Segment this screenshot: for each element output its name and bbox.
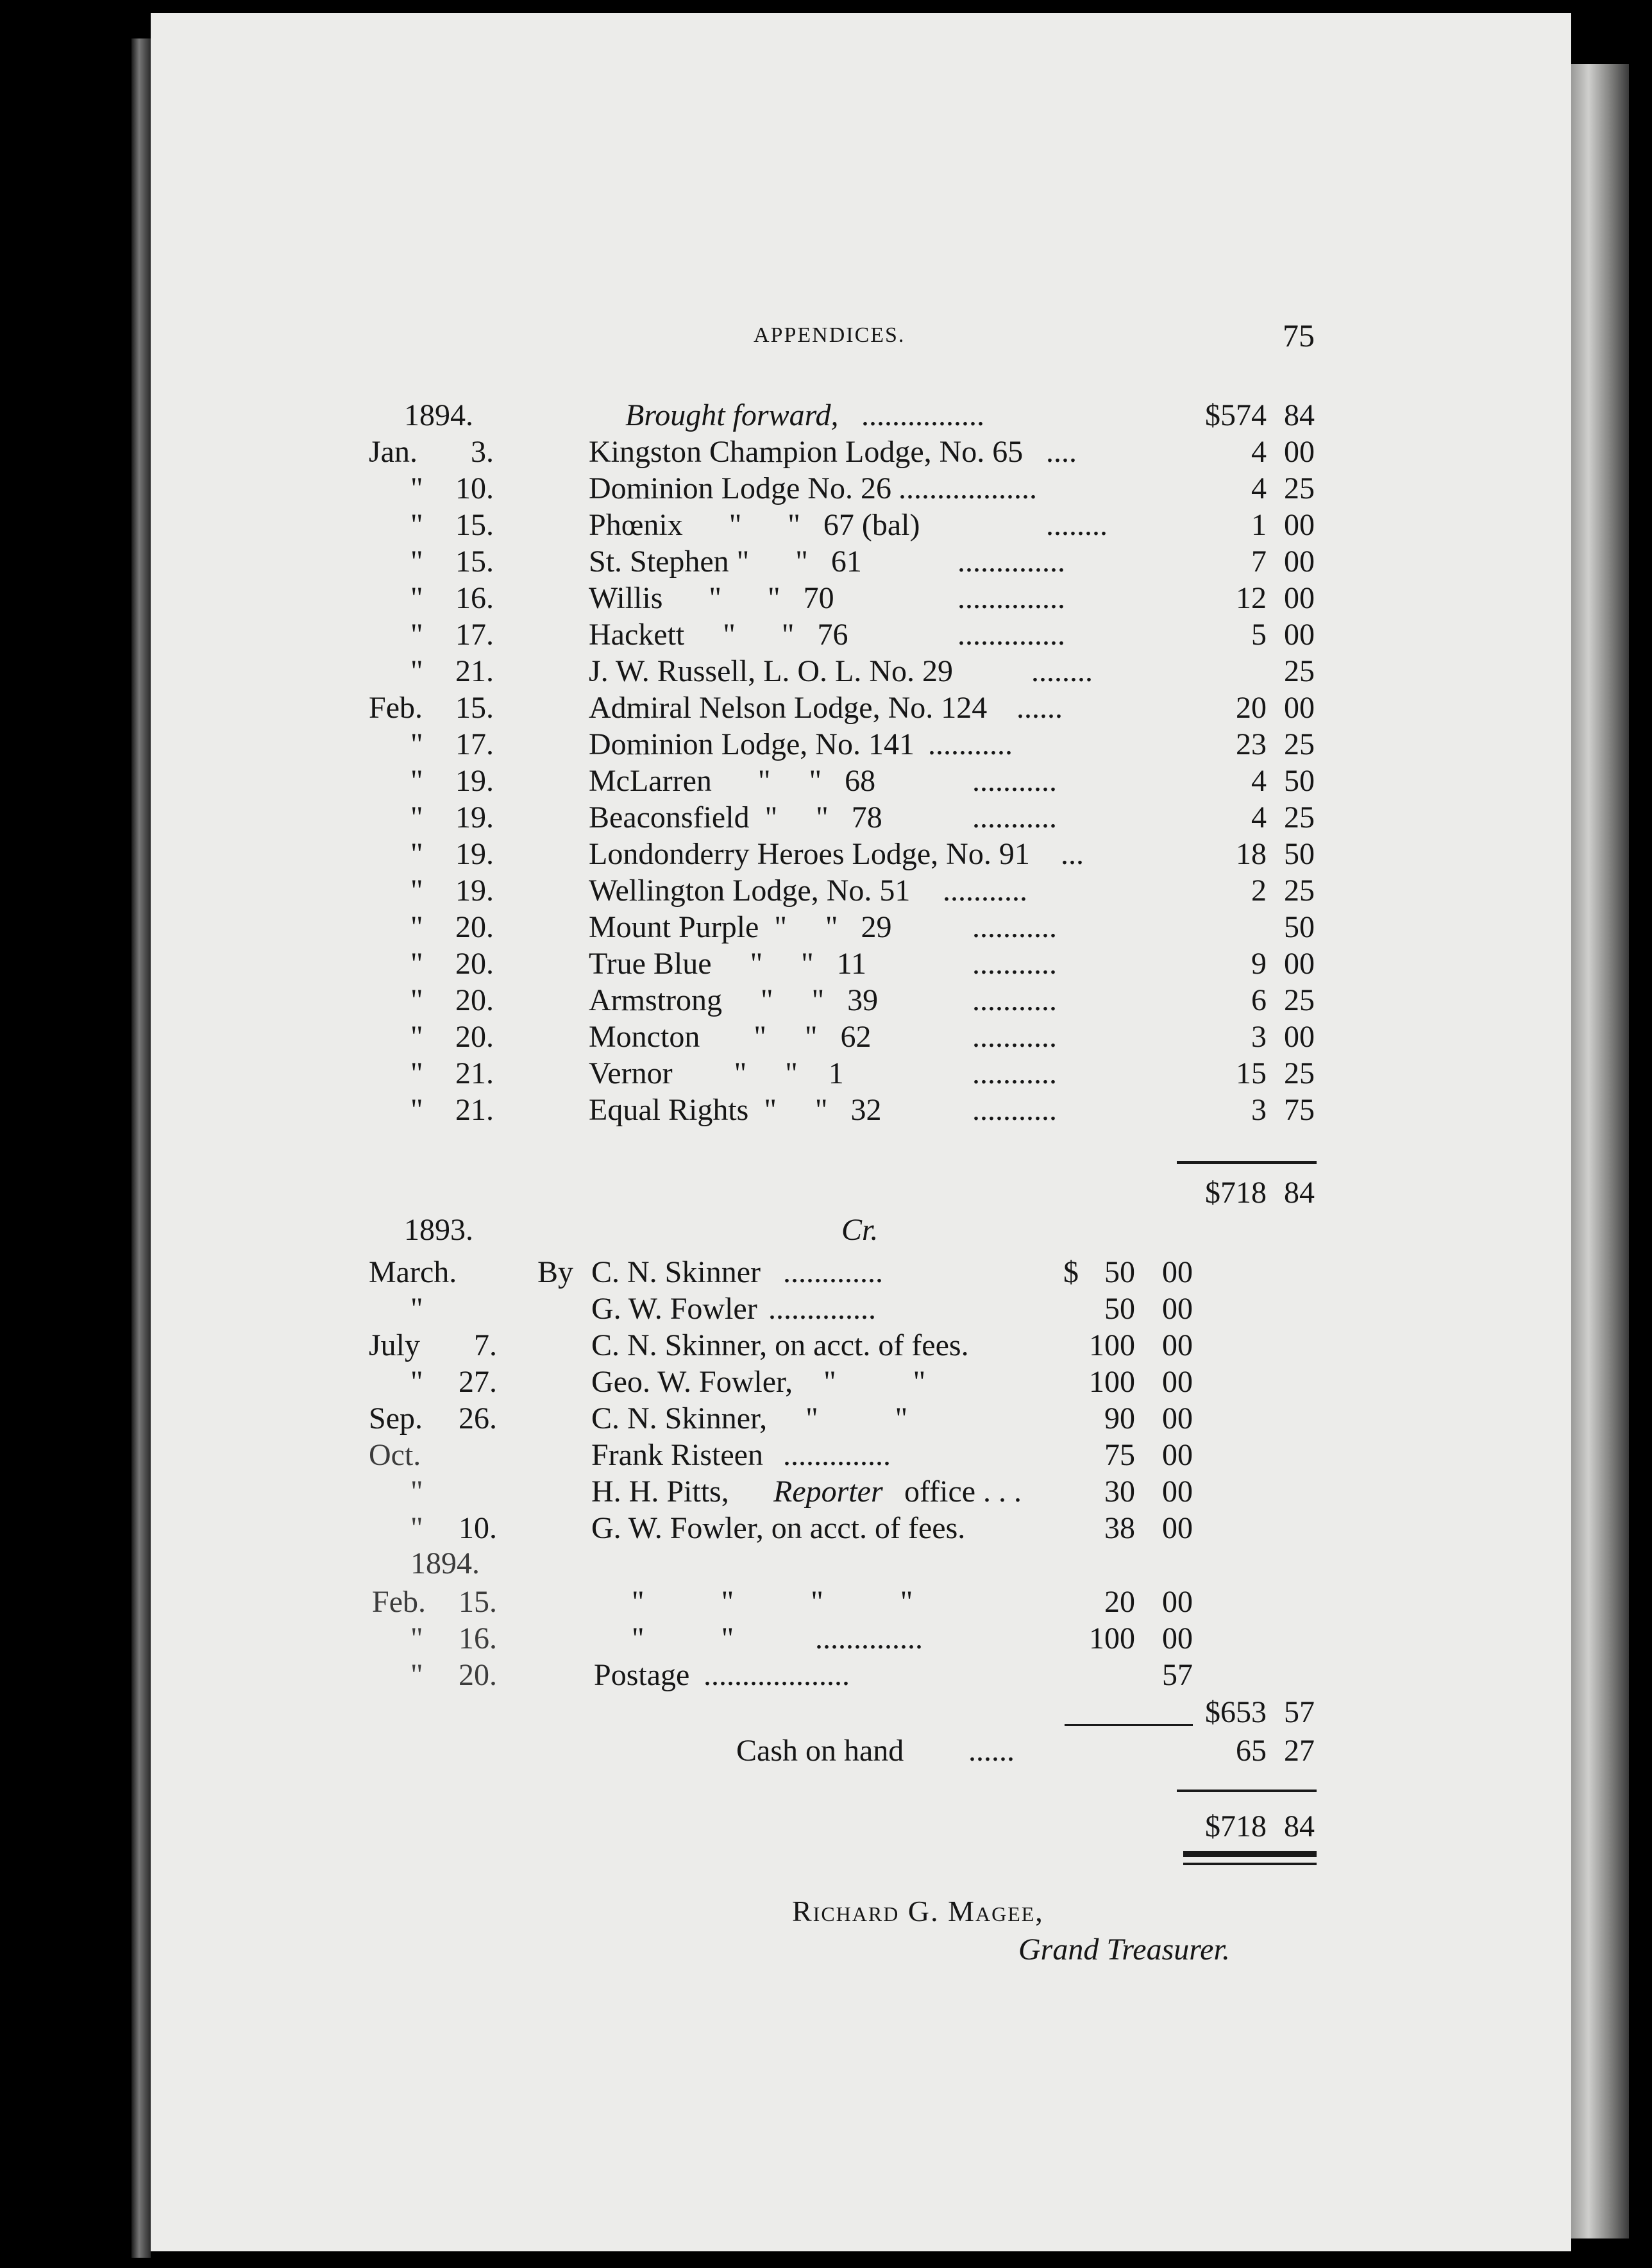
credit-subtotal-dollars: $653: [1205, 1695, 1267, 1729]
credit-row-leader: ...................: [704, 1658, 850, 1692]
row-leader: ..............: [957, 545, 1065, 579]
row-day: 19.: [455, 874, 494, 908]
row-month: ": [410, 545, 423, 579]
row-dollars: 15: [1236, 1056, 1267, 1090]
row-dollars: 7: [1251, 545, 1267, 579]
text-block: [151, 13, 1571, 2251]
row-leader: ........: [1046, 508, 1108, 542]
row-leader: ...........: [943, 874, 1027, 908]
row-dollars: 3: [1251, 1093, 1267, 1127]
credit-row-month: ": [410, 1365, 423, 1399]
signatory-title: Grand Treasurer.: [1018, 1933, 1230, 1967]
credit-row-month: ": [410, 1621, 423, 1655]
credit-row-cents: 00: [1162, 1365, 1193, 1399]
row-month: ": [410, 947, 423, 981]
row-cents: 25: [1284, 1056, 1315, 1090]
row-leader: ...........: [972, 910, 1057, 944]
row-description: Moncton " " 62: [589, 1020, 872, 1054]
credit-row-dollars: 50: [1104, 1292, 1135, 1326]
row-day: 20.: [455, 1020, 494, 1054]
row-leader: ...........: [972, 1093, 1057, 1127]
row-description: Armstrong " " 39: [589, 983, 879, 1017]
row-cents: 00: [1284, 618, 1315, 652]
credit-row-day: 16.: [459, 1621, 497, 1655]
credit-row-description: Geo. W. Fowler, " ": [591, 1365, 926, 1399]
row-cents: 50: [1284, 910, 1315, 944]
row-description: Mount Purple " " 29: [589, 910, 892, 944]
row-description: Dominion Lodge, No. 141: [589, 727, 914, 761]
cash-on-hand-label: Cash on hand: [736, 1734, 904, 1768]
credit-row-dollars: 100: [1089, 1365, 1135, 1399]
credit-row-dollars: 100: [1089, 1621, 1135, 1655]
row-month: ": [410, 1020, 423, 1054]
credit-row-description-tail: office . . .: [897, 1475, 1022, 1509]
row-dollars: 4: [1251, 764, 1267, 798]
row-month: ": [410, 764, 423, 798]
credit-row-description: C. N. Skinner: [591, 1255, 761, 1289]
credit-row-leader: ..............: [768, 1292, 876, 1326]
credit-row-day: 20.: [459, 1658, 497, 1692]
row-day: 21.: [455, 1056, 494, 1090]
credit-row-description: Frank Risteen: [591, 1438, 763, 1472]
row-cents: 00: [1284, 435, 1315, 469]
row-cents: 25: [1284, 471, 1315, 505]
credit-row-dollars: 20: [1104, 1585, 1135, 1619]
row-cents: 50: [1284, 764, 1315, 798]
page-edge-shadow: [1571, 64, 1629, 2238]
credit-row-cents: 57: [1162, 1658, 1193, 1692]
row-cents: 25: [1284, 874, 1315, 908]
credit-row-cents: 00: [1162, 1255, 1193, 1289]
credit-row-cents: 00: [1162, 1438, 1193, 1472]
row-description: Hackett " " 76: [589, 618, 848, 652]
row-leader: ...........: [972, 764, 1057, 798]
credit-row-dollars: 90: [1104, 1401, 1135, 1435]
row-day: 20.: [455, 910, 494, 944]
row-dollars: 3: [1251, 1020, 1267, 1054]
row-cents: 00: [1284, 691, 1315, 725]
credit-subtotal-cents: 57: [1284, 1695, 1315, 1729]
row-leader: ...........: [928, 727, 1013, 761]
row-leader: ...........: [972, 1056, 1057, 1090]
credit-row-day: 7.: [474, 1328, 497, 1362]
row-month: Jan.: [369, 435, 417, 469]
credit-row-cents: 00: [1162, 1621, 1193, 1655]
row-dollars: 20: [1236, 691, 1267, 725]
cash-on-hand-leader: ......: [968, 1734, 1015, 1768]
row-description: Brought forward,: [625, 398, 839, 432]
row-cents: 25: [1284, 654, 1315, 688]
row-dollars: 2: [1251, 874, 1267, 908]
row-dollars: 9: [1251, 947, 1267, 981]
credit-row-dollars: 38: [1104, 1511, 1135, 1545]
credit-row-day: 27.: [459, 1365, 497, 1399]
credit-row-description: H. H. Pitts,: [591, 1475, 729, 1509]
double-rule-thick: [1183, 1851, 1317, 1857]
row-cents: 25: [1284, 983, 1315, 1017]
row-cents: 84: [1284, 398, 1315, 432]
row-month: ": [410, 800, 423, 834]
row-leader: ..............: [957, 618, 1065, 652]
row-month: ": [410, 1093, 423, 1127]
row-leader: ...........: [972, 800, 1057, 834]
double-rule-thin: [1183, 1863, 1317, 1865]
row-cents: 00: [1284, 545, 1315, 579]
row-day: 17.: [455, 618, 494, 652]
credit-year-1894: 1894.: [410, 1546, 480, 1580]
credit-row-dollars: 30: [1104, 1475, 1135, 1509]
credit-row-month: ": [410, 1475, 423, 1509]
row-day: 21.: [455, 1093, 494, 1127]
row-month: ": [410, 508, 423, 542]
credit-row-cents: 00: [1162, 1292, 1193, 1326]
credit-row-month: July: [369, 1328, 421, 1362]
row-leader: ......: [1016, 691, 1063, 725]
credit-row-description: " " " ": [632, 1585, 913, 1619]
credit-total-cents: 84: [1284, 1809, 1315, 1843]
row-leader: ...: [1061, 837, 1084, 871]
page-number: 75: [1283, 317, 1315, 353]
row-month: ": [410, 471, 423, 505]
credit-row-month: ": [410, 1658, 423, 1692]
credit-total-dollars: $718: [1205, 1809, 1267, 1843]
row-dollars: 5: [1251, 618, 1267, 652]
row-dollars: 1: [1251, 508, 1267, 542]
row-month: ": [410, 1056, 423, 1090]
row-description: Londonderry Heroes Lodge, No. 91: [589, 837, 1030, 871]
debit-total-dollars: $718: [1205, 1176, 1267, 1210]
credit-row-description: C. N. Skinner, " ": [591, 1401, 908, 1435]
credit-heading: Cr.: [841, 1213, 879, 1247]
credit-row-month: Sep.: [369, 1401, 423, 1435]
row-day: 15.: [455, 691, 494, 725]
cash-on-hand-dollars: 65: [1236, 1734, 1267, 1768]
debit-year: 1894.: [404, 398, 473, 432]
row-dollars: 12: [1236, 581, 1267, 615]
row-description: St. Stephen " " 61: [589, 545, 862, 579]
credit-year: 1893.: [404, 1213, 473, 1247]
row-cents: 00: [1284, 508, 1315, 542]
credit-row-cents: 00: [1162, 1328, 1193, 1362]
credit-row-cents: 00: [1162, 1475, 1193, 1509]
debit-total-rule: [1177, 1161, 1317, 1164]
row-leader: ...........: [972, 1020, 1057, 1054]
credit-row-month: ": [410, 1511, 423, 1545]
row-description: Equal Rights " " 32: [589, 1093, 882, 1127]
credit-row-description: " ": [632, 1621, 734, 1655]
signatory-name: Richard G. Magee,: [792, 1895, 1044, 1927]
row-leader: ....: [1046, 435, 1077, 469]
row-day: 19.: [455, 764, 494, 798]
row-dollars: 4: [1251, 800, 1267, 834]
row-leader: ..................: [898, 471, 1037, 505]
row-dollars: 6: [1251, 983, 1267, 1017]
credit-row-description-italic: Reporter: [773, 1475, 883, 1509]
row-description: Vernor " " 1: [589, 1056, 844, 1090]
credit-row-day: 26.: [459, 1401, 497, 1435]
row-month: ": [410, 727, 423, 761]
row-leader: ...........: [972, 983, 1057, 1017]
debit-total-cents: 84: [1284, 1176, 1315, 1210]
row-cents: 00: [1284, 947, 1315, 981]
row-leader: ................: [861, 398, 984, 432]
credit-dollar-sign: $: [1063, 1255, 1079, 1289]
row-description: J. W. Russell, L. O. L. No. 29: [589, 654, 954, 688]
credit-row-description: G. W. Fowler: [591, 1292, 757, 1326]
row-dollars: 23: [1236, 727, 1267, 761]
row-month: ": [410, 874, 423, 908]
row-description: Admiral Nelson Lodge, No. 124: [589, 691, 988, 725]
credit-row-cents: 00: [1162, 1511, 1193, 1545]
row-day: 16.: [455, 581, 494, 615]
credit-row-day: 10.: [459, 1511, 497, 1545]
credit-by: By: [537, 1255, 574, 1289]
row-dollars: 4: [1251, 471, 1267, 505]
credit-row-month: ": [410, 1292, 423, 1326]
cash-on-hand-cents: 27: [1284, 1734, 1315, 1768]
credit-row-month: March.: [369, 1255, 457, 1289]
row-day: 20.: [455, 983, 494, 1017]
row-day: 21.: [455, 654, 494, 688]
row-description: Dominion Lodge No. 26: [589, 471, 891, 505]
book-page: [151, 13, 1571, 2251]
row-description: McLarren " " 68: [589, 764, 876, 798]
row-dollars: $574: [1205, 398, 1267, 432]
row-day: 17.: [455, 727, 494, 761]
row-leader: ..............: [957, 581, 1065, 615]
row-dollars: 18: [1236, 837, 1267, 871]
row-month: ": [410, 618, 423, 652]
row-leader: ...........: [972, 947, 1057, 981]
row-day: 20.: [455, 947, 494, 981]
credit-row-leader: ..............: [783, 1438, 891, 1472]
row-leader: ........: [1031, 654, 1093, 688]
row-description: True Blue " " 11: [589, 947, 866, 981]
credit-row-month: Feb.: [372, 1585, 426, 1619]
credit-total-rule: [1177, 1790, 1317, 1792]
credit-row-day: 15.: [459, 1585, 497, 1619]
row-description: Kingston Champion Lodge, No. 65: [589, 435, 1024, 469]
row-month: ": [410, 837, 423, 871]
credit-row-month: Oct.: [369, 1438, 421, 1472]
row-cents: 25: [1284, 727, 1315, 761]
row-description: Willis " " 70: [589, 581, 834, 615]
credit-row-cents: 00: [1162, 1401, 1193, 1435]
row-day: 19.: [455, 837, 494, 871]
credit-row-leader: ..............: [815, 1621, 923, 1655]
credit-row-description: Postage: [594, 1658, 690, 1692]
row-month: ": [410, 910, 423, 944]
row-dollars: 4: [1251, 435, 1267, 469]
row-month: ": [410, 581, 423, 615]
credit-row-cents: 00: [1162, 1585, 1193, 1619]
row-month: ": [410, 654, 423, 688]
row-description: Phœnix " " 67 (bal): [589, 508, 920, 542]
row-day: 15.: [455, 508, 494, 542]
row-day: 19.: [455, 800, 494, 834]
credit-row-dollars: 75: [1104, 1438, 1135, 1472]
credit-row-leader: .............: [783, 1255, 883, 1289]
row-month: ": [410, 983, 423, 1017]
row-month: Feb.: [369, 691, 423, 725]
row-day: 10.: [455, 471, 494, 505]
credit-row-dollars: 50: [1104, 1255, 1135, 1289]
running-head: APPENDICES.: [754, 323, 906, 347]
row-cents: 50: [1284, 837, 1315, 871]
row-cents: 75: [1284, 1093, 1315, 1127]
row-day: 15.: [455, 545, 494, 579]
row-description: Beaconsfield " " 78: [589, 800, 882, 834]
credit-row-description: G. W. Fowler, on acct. of fees.: [591, 1511, 966, 1545]
row-cents: 00: [1284, 1020, 1315, 1054]
book-binding-edge: [131, 38, 151, 2258]
row-cents: 00: [1284, 581, 1315, 615]
row-description: Wellington Lodge, No. 51: [589, 874, 911, 908]
row-day: 3.: [471, 435, 494, 469]
row-cents: 25: [1284, 800, 1315, 834]
credit-row-description: C. N. Skinner, on acct. of fees.: [591, 1328, 969, 1362]
credit-row-dollars: 100: [1089, 1328, 1135, 1362]
